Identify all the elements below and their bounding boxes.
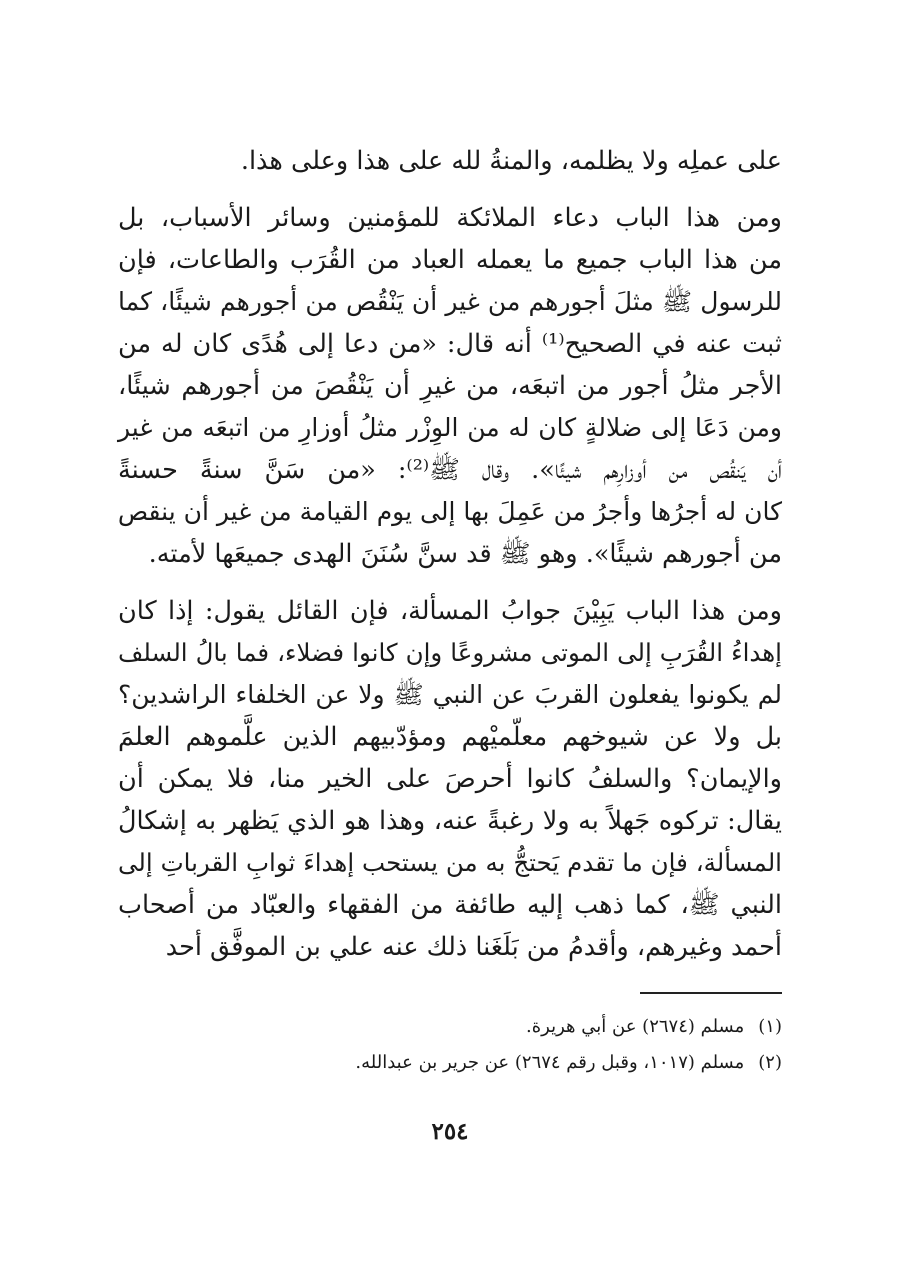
footnote (118, 1009, 782, 1045)
text-line: يقال: تركوه جَهلاً به ولا رغبةً عنه، وهذا هو الذي يَظهر به إشكالُ (118, 806, 782, 836)
footnote (118, 1045, 782, 1081)
text-line: من أجورهم شيئًا». وهو ﷺ قد سنَّ سُنَنَ الهدى جميعَها لأمته. (148, 539, 782, 569)
paragraph (118, 140, 782, 182)
footnote-text: مسلم (٢٦٧٤) عن أبي هريرة. (526, 1016, 745, 1037)
footnotes (118, 1009, 782, 1081)
text-line: على عملِه ولا يظلمه، والمنةُ لله على هذا وعلى هذا. (240, 146, 782, 176)
text-line: ومن هذا الباب دعاء الملائكة للمؤمنين وسائر الأسباب، بل (118, 203, 782, 233)
text-line: من هذا الباب جميع ما يعمله العباد من القُرَب والطاعات، فإن (118, 245, 782, 275)
text-line: النبي ﷺ، كما ذهب إليه طائفة من الفقهاء والعبّاد من أصحاب (118, 890, 782, 920)
paragraph (118, 197, 782, 575)
text-line: ثبت عنه في الصحيح⁽¹⁾ أنه قال: «من دعا إلى هُدًى كان له من (118, 329, 782, 359)
text-line: الأجر مثلُ أجور من اتبعَه، من غيرِ أن يَنْقُصَ من أجورهم شيئًا، (118, 371, 782, 401)
footnote-number: (٢) (758, 1052, 782, 1073)
footnote-separator (640, 992, 782, 994)
text-line: إهداءُ القُرَبِ إلى الموتى مشروعًا وإن كانوا فضلاء، فما بالُ السلف (118, 638, 782, 667)
paragraph-gap (118, 182, 782, 197)
text-line: لم يكونوا يفعلون القربَ عن النبي ﷺ ولا عن الخلفاء الراشدين؟ (118, 680, 782, 709)
footnote-number: (١) (758, 1016, 782, 1037)
text-line: بل ولا عن شيوخهم معلّميْهم ومؤدّبيهم الذين علَّموهم العلمَ (118, 722, 782, 752)
text-line: أحمد وغيرهم، وأقدمُ من بَلَغَنا ذلك عنه علي بن الموفَّق أحد (165, 932, 782, 962)
text-line: أن يَنقُص من أوزارِهم شيئًا». وقال ﷺ⁽²⁾: «من سَنَّ سنةً حسنةً (118, 455, 782, 485)
text-line: ومن هذا الباب يَبِيْنَ جوابُ المسألة، فإن القائل يقول: إذا كان (118, 596, 782, 626)
text-line: للرسول ﷺ مثلَ أجورهم من غير أن يَنْقُص من أجورهم شيئًا، كما (118, 287, 782, 316)
page-number: ٢٥٤ (431, 1118, 469, 1145)
text-line: والإيمان؟ والسلفُ كانوا أحرصَ على الخير منا، فلا يمكن أن (118, 764, 782, 794)
paragraph-gap (118, 575, 782, 590)
text-line: ومن دَعَا إلى ضلالةٍ كان له من الوِزْر مثلُ أوزارِ من اتبعَه من غير (118, 413, 783, 442)
paragraph (118, 590, 782, 968)
footnote-text: مسلم (١٠١٧، وقبل رقم ٢٦٧٤) عن جرير بن عبدالله. (355, 1052, 745, 1073)
text-line: المسألة، فإن ما تقدم يَحتجُّ به من يستحب إهداءَ ثوابِ القرباتِ إلى (118, 848, 782, 877)
body-text (118, 140, 782, 968)
text-line: كان له أجرُها وأجرُ من عَمِلَ بها إلى يوم القيامة من غير أن ينقص (117, 497, 782, 526)
